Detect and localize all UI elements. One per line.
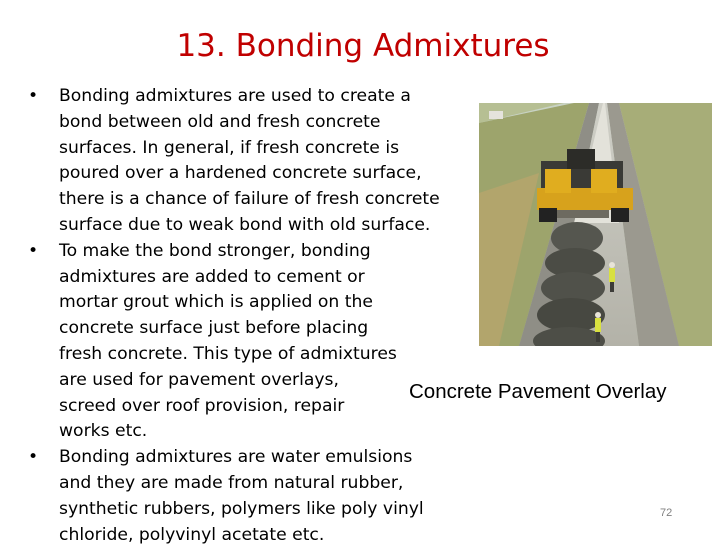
pavement-overlay-photo bbox=[479, 103, 712, 346]
bullet-text: To make the bond stronger, bonding admixtures are added to cement or mortar grout which is applied on the concrete surface just before placing fresh concrete. This type of admixtures are used for pavement overlays, screed over roof provision, repair works etc. bbox=[59, 240, 397, 442]
bullet-list bbox=[28, 84, 458, 548]
bullet-text: Bonding admixtures are water emulsions and they are made from natural rubber, synthetic rubbers, polymers like poly vinyl chloride, polyvinyl acetate etc. bbox=[59, 447, 424, 545]
bullet-item bbox=[28, 445, 458, 548]
image-caption: Concrete Pavement Overlay bbox=[409, 380, 667, 403]
bullet-marker: • bbox=[28, 86, 39, 106]
bullet-text: Bonding admixtures are used to create a bond between old and fresh concrete surfaces. In general, if fresh concrete is poured over a hardened concrete surface, there is a chance of failure of fresh concrete surface due to weak bond with old surface. bbox=[59, 86, 440, 235]
bullet-marker: • bbox=[28, 447, 39, 468]
bullet-item bbox=[28, 84, 458, 239]
paving-machine-illustration bbox=[479, 103, 712, 346]
slide-title: 13. Bonding Admixtures bbox=[176, 28, 550, 64]
page-number: 72 bbox=[660, 507, 673, 519]
bullet-item bbox=[28, 239, 458, 445]
bullet-marker: • bbox=[28, 240, 39, 261]
